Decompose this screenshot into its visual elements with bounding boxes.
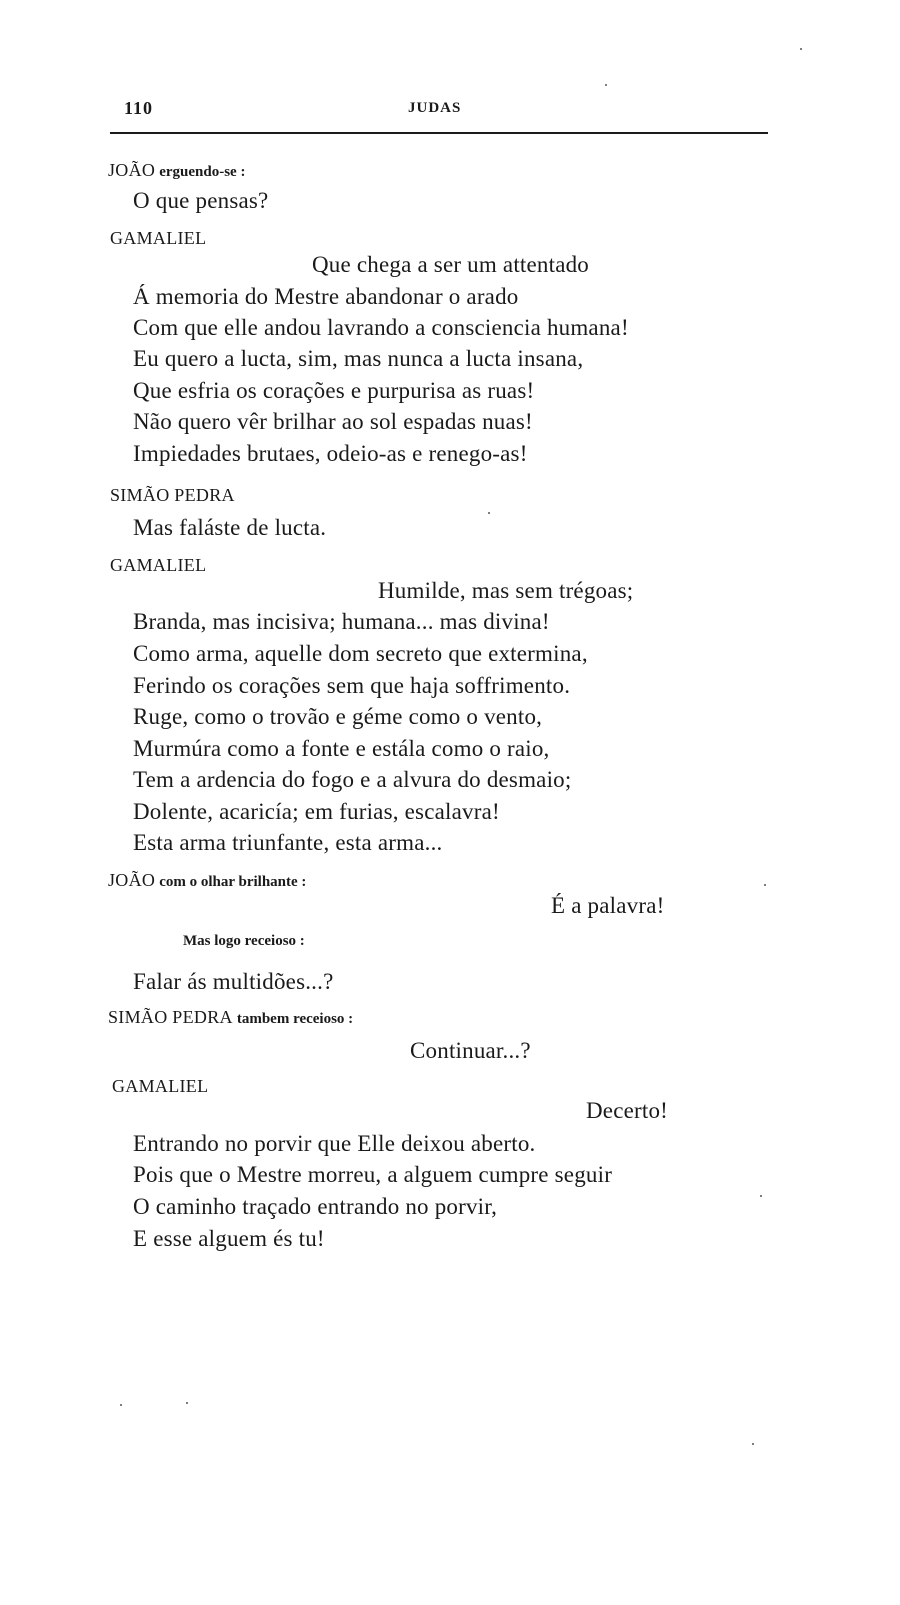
scan-speck	[752, 1443, 754, 1445]
verse-line: Entrando no porvir que Elle deixou aberto.	[133, 1131, 536, 1156]
stage-cue	[108, 1007, 353, 1028]
speaker-name: JOÃO	[108, 870, 156, 890]
verse-line: Continuar...?	[410, 1038, 531, 1063]
running-title: JUDAS	[408, 100, 462, 116]
verse-line: Esta arma triunfante, esta arma...	[133, 830, 443, 855]
verse-line: Eu quero a lucta, sim, mas nunca a lucta insana,	[133, 346, 584, 371]
scan-speck	[605, 84, 607, 86]
verse-line: Falar ás multidões...?	[133, 969, 334, 994]
scan-speck	[120, 1404, 122, 1406]
verse-line: Ferindo os corações sem que haja soffrimento.	[133, 673, 571, 698]
stage-direction: com o olhar brilhante :	[159, 874, 307, 890]
speaker-name: SIMÃO PEDRA	[110, 485, 235, 505]
speaker-name: GAMALIEL	[112, 1076, 209, 1096]
verse-line: Impiedades brutaes, odeio-as e renego-as!	[133, 441, 528, 466]
verse-line: Branda, mas incisiva; humana... mas divina!	[133, 609, 550, 634]
verse-line: Com que elle andou lavrando a consciencia humana!	[133, 315, 629, 340]
verse-line: Não quero vêr brilhar ao sol espadas nuas!	[133, 409, 533, 434]
verse-line: Pois que o Mestre morreu, a alguem cumpre seguir	[133, 1162, 613, 1187]
scan-speck	[760, 1195, 762, 1197]
stage-direction: Mas logo receioso :	[183, 933, 305, 949]
verse-line: Decerto!	[586, 1098, 669, 1123]
verse-line: É a palavra!	[551, 893, 665, 918]
header-rule	[110, 132, 768, 134]
verse-line: Ruge, como o trovão e géme como o vento,	[133, 704, 543, 729]
scan-speck	[488, 512, 490, 514]
stage-cue	[108, 160, 245, 181]
page-number: 110	[124, 98, 154, 118]
verse-line: Dolente, acaricía; em furias, escalavra!	[133, 799, 500, 824]
verse-line: E esse alguem és tu!	[133, 1226, 325, 1251]
scan-speck	[764, 884, 766, 886]
speaker-name: JOÃO	[108, 160, 156, 180]
verse-line: Murmúra como a fonte e estála como o raio,	[133, 736, 550, 761]
speaker-name: GAMALIEL	[110, 555, 207, 575]
speaker-name: SIMÃO PEDRA	[108, 1007, 233, 1027]
speaker-name: GAMALIEL	[110, 228, 207, 248]
verse-line: Tem a ardencia do fogo e a alvura do desmaio;	[133, 767, 572, 792]
verse-line: O caminho traçado entrando no porvir,	[133, 1194, 498, 1219]
verse-line: Como arma, aquelle dom secreto que extermina,	[133, 641, 588, 666]
verse-line: Á memoria do Mestre abandonar o arado	[133, 284, 519, 309]
verse-line: Humilde, mas sem trégoas;	[378, 578, 634, 603]
stage-direction: tambem receioso :	[236, 1011, 354, 1027]
stage-cue	[108, 870, 306, 891]
verse-line: O que pensas?	[133, 188, 269, 213]
scan-speck	[186, 1402, 188, 1404]
verse-line: Que esfria os corações e purpurisa as ruas!	[133, 378, 535, 403]
verse-line: Que chega a ser um attentado	[312, 252, 590, 277]
scan-speck	[800, 48, 802, 50]
stage-direction: erguendo-se :	[159, 164, 246, 180]
verse-line: Mas faláste de lucta.	[133, 515, 327, 540]
